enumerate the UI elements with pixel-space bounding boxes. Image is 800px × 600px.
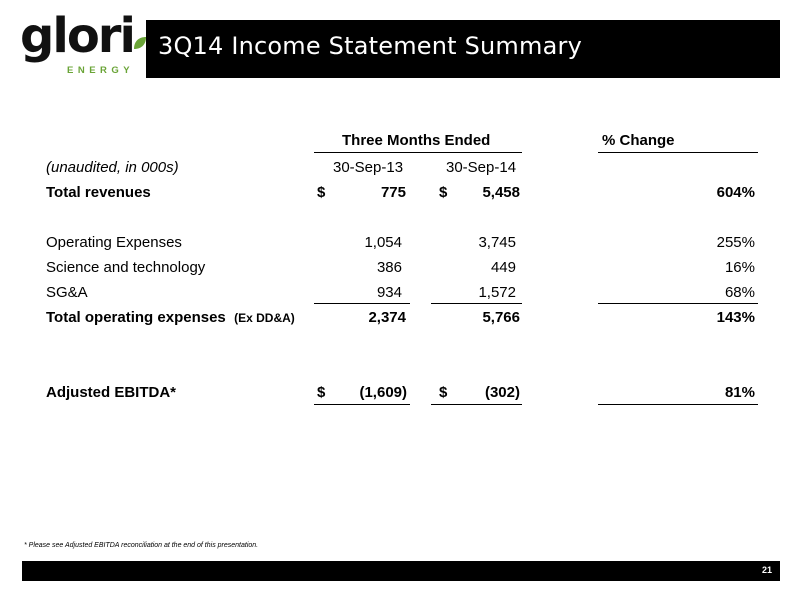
header-pct-change: % Change <box>602 132 675 149</box>
total-opex-note: (Ex DD&A) <box>234 311 295 325</box>
value-revenues-2014: 5,458 <box>482 184 520 201</box>
row-label-total-opex <box>46 309 295 327</box>
footnote: * Please see Adjusted EBITDA reconciliation at the end of this presentation. <box>24 542 259 549</box>
col-header-30-sep-14: 30-Sep-14 <box>446 159 517 176</box>
value-total-opex-2014: 5,766 <box>482 309 520 326</box>
logo-subtitle: ENERGY <box>67 65 135 76</box>
header-underline <box>314 152 522 153</box>
value-revenues-2013: 775 <box>380 184 406 201</box>
unit-note: (unaudited, in 000s) <box>46 159 179 176</box>
value-ebitda-2013: (1,609) <box>359 384 407 401</box>
currency-symbol: $ <box>317 184 326 201</box>
pct-ebitda: 81% <box>724 384 755 401</box>
value-total-opex-2013: 2,374 <box>368 309 406 326</box>
footer-bar <box>22 561 780 581</box>
value-opex-2014: 3,745 <box>478 234 516 251</box>
logo-wordmark: glori <box>20 8 134 64</box>
col-header-30-sep-13: 30-Sep-13 <box>333 159 404 176</box>
total-line-2014 <box>431 404 522 405</box>
total-line-2013 <box>314 404 410 405</box>
pct-science: 16% <box>724 259 755 276</box>
pct-total-opex: 143% <box>716 309 755 326</box>
row-label-sga: SG&A <box>46 284 88 301</box>
currency-symbol: $ <box>439 184 448 201</box>
total-opex-label: Total operating expenses <box>46 309 226 326</box>
glori-energy-logo <box>20 8 135 78</box>
value-science-2014: 449 <box>490 259 516 276</box>
row-label-total-revenues: Total revenues <box>46 184 151 201</box>
subtotal-line-2013 <box>314 303 410 304</box>
page-title: 3Q14 Income Statement Summary <box>158 32 582 60</box>
value-ebitda-2014: (302) <box>484 384 520 401</box>
header-three-months-ended: Three Months Ended <box>342 132 491 149</box>
value-sga-2013: 934 <box>376 284 402 301</box>
row-label-adjusted-ebitda: Adjusted EBITDA* <box>46 384 177 401</box>
leaf-icon <box>133 36 147 50</box>
pct-opex: 255% <box>716 234 755 251</box>
value-sga-2014: 1,572 <box>478 284 516 301</box>
currency-symbol: $ <box>317 384 326 401</box>
pct-revenues: 604% <box>716 184 755 201</box>
subtotal-line-change <box>598 303 758 304</box>
subtotal-line-2014 <box>431 303 522 304</box>
row-label-operating-expenses: Operating Expenses <box>46 234 182 251</box>
pct-sga: 68% <box>724 284 755 301</box>
header-change-underline <box>598 152 758 153</box>
value-opex-2013: 1,054 <box>364 234 402 251</box>
page-number: 21 <box>761 565 772 575</box>
title-bar <box>146 20 780 78</box>
total-line-change <box>598 404 758 405</box>
row-label-science-technology: Science and technology <box>46 259 206 276</box>
value-science-2013: 386 <box>376 259 402 276</box>
currency-symbol: $ <box>439 384 448 401</box>
